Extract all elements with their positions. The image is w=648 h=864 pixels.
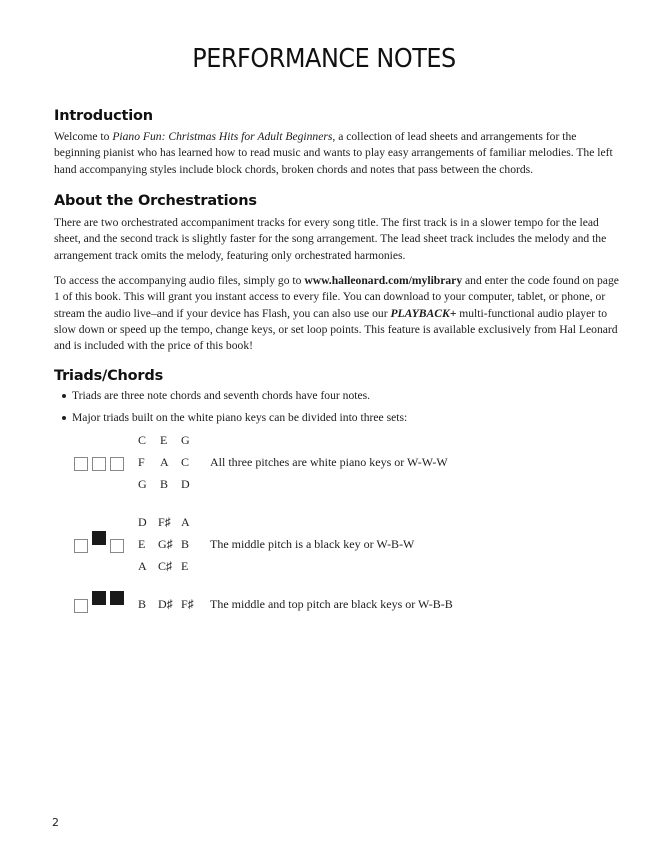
note: G <box>138 477 147 491</box>
note: C♯ <box>158 559 173 573</box>
note: A <box>160 455 169 469</box>
note: G♯ <box>158 537 173 551</box>
bullet-dot-icon <box>62 394 66 398</box>
black-key-icon <box>110 591 124 605</box>
triads-bullet-list <box>54 388 614 432</box>
note: E <box>181 559 189 573</box>
note: A <box>181 515 190 529</box>
note: E <box>138 537 146 551</box>
page-number: 2 <box>52 816 59 829</box>
note: B <box>138 597 147 611</box>
bullet-item <box>54 388 614 410</box>
audio-access-text-end: multi-functional audio player to slow down or speed up the tempo, change keys, or set loop points. This feature is available exclusively from Hal Leonard and is included with the price of this book! <box>54 306 618 353</box>
mylibrary-link[interactable]: www.halleonard.com/mylibrary <box>304 274 463 287</box>
orchestrations-paragraph-1: There are two orchestrated accompaniment tracks for every song title. The first track is in a slower tempo for the lead sheet, and the second track is slightly faster for the song arrangement. The lead sheet track includes the melody and the arrangement track omits the melody, featuring only orchestrated harmonies. <box>54 216 607 262</box>
triads-heading: Triads/Chords <box>54 368 163 384</box>
audio-access-text-continued: and enter the code found on page 1 of this book. This will grant you instant access to every file. You can download to your computer, tablet, or phone, or stream the audio live–and if your device has Flash, you can also use our <box>54 274 619 320</box>
note: B <box>181 537 190 551</box>
white-key-icon <box>110 539 124 553</box>
note: D <box>138 515 147 529</box>
intro-text: Welcome to <box>54 130 113 143</box>
note: D <box>181 477 190 491</box>
white-key-icon <box>74 599 88 613</box>
bullet-text: Triads are three note chords and seventh chords have four notes. <box>72 389 371 402</box>
white-key-icon <box>74 539 88 553</box>
note: G <box>181 433 190 447</box>
orchestrations-paragraph-2 <box>54 273 619 354</box>
bullet-item <box>54 410 614 432</box>
note: F <box>138 455 145 469</box>
black-key-icon <box>92 531 106 545</box>
book-title: Piano Fun: Christmas Hits for Adult Beginners <box>112 130 333 143</box>
chord-group-description: All three pitches are white piano keys or W-W-W <box>210 455 448 469</box>
introduction-heading: Introduction <box>54 108 153 124</box>
note: C <box>181 455 190 469</box>
note: F♯ <box>181 597 194 611</box>
note: C <box>138 433 147 447</box>
note: A <box>138 559 147 573</box>
introduction-paragraph <box>54 129 624 178</box>
note: E <box>160 433 168 447</box>
playback-brand: PLAYBACK+ <box>390 306 457 320</box>
white-key-icon <box>92 457 106 471</box>
orchestrations-heading: About the Orchestrations <box>54 193 257 209</box>
white-key-icon <box>74 457 88 471</box>
black-key-icon <box>92 591 106 605</box>
white-key-icon <box>110 457 124 471</box>
page-title: PERFORMANCE NOTES <box>192 44 456 74</box>
note: B <box>160 477 169 491</box>
intro-text-continued: , a collection of lead sheets and arrangements for the beginning pianist who has learned how to read music and wants to play easy arrangements of familiar melodies. The left hand accompanying styles include block chords, broken chords and notes that pass between the chords. <box>54 130 613 176</box>
chord-group-description: The middle pitch is a black key or W-B-W <box>210 537 415 551</box>
note: D♯ <box>158 597 173 611</box>
bullet-dot-icon <box>62 416 66 420</box>
note: F♯ <box>158 515 171 529</box>
chord-group-description: The middle and top pitch are black keys or W-B-B <box>210 597 453 611</box>
bullet-text: Major triads built on the white piano keys can be divided into three sets: <box>72 411 408 424</box>
audio-access-text: To access the accompanying audio files, simply go to <box>54 274 305 287</box>
